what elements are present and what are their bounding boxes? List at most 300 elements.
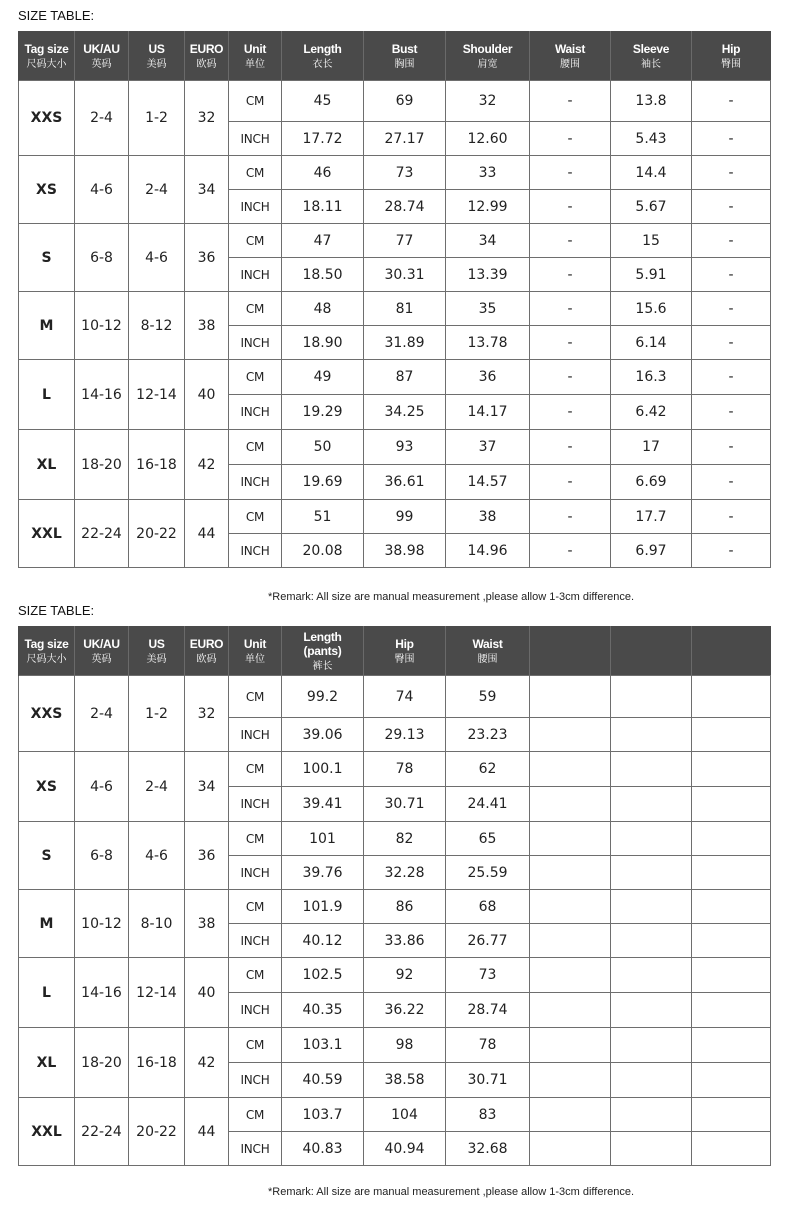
- column-header-en-sub: (pants): [303, 643, 342, 658]
- unit-cell: INCH: [229, 1063, 282, 1098]
- unit-cell: CM: [229, 430, 282, 465]
- euro-cell: 44: [185, 500, 229, 568]
- measurement-cell: [530, 787, 611, 822]
- measurement-cell: 27.17: [364, 122, 446, 156]
- measurement-cell: 30.71: [364, 787, 446, 822]
- measurement-cell: [692, 958, 771, 993]
- column-header-cn: 英码: [91, 58, 112, 70]
- measurement-cell: [611, 924, 692, 958]
- measurement-cell: 19.29: [282, 395, 364, 430]
- uk-au-cell: 4-6: [75, 752, 129, 822]
- column-header-en: EURO: [189, 636, 224, 651]
- measurement-cell: 103.1: [282, 1028, 364, 1063]
- measurement-cell: -: [692, 81, 771, 122]
- column-header-en: Hip: [721, 41, 741, 56]
- column-header-cn: 美码: [146, 58, 167, 70]
- measurement-cell: 15.6: [611, 292, 692, 326]
- measurement-cell: [611, 1063, 692, 1098]
- measurement-cell: -: [692, 326, 771, 360]
- measurement-cell: -: [530, 156, 611, 190]
- measurement-cell: 40.94: [364, 1132, 446, 1166]
- measurement-cell: 101.9: [282, 890, 364, 924]
- column-header-cn: 胸围: [394, 58, 415, 70]
- euro-cell: 40: [185, 958, 229, 1028]
- measurement-cell: 14.57: [446, 465, 530, 500]
- measurement-cell: -: [692, 156, 771, 190]
- column-header: [75, 627, 129, 676]
- measurement-cell: 6.14: [611, 326, 692, 360]
- measurement-cell: 49: [282, 360, 364, 395]
- unit-cell: CM: [229, 890, 282, 924]
- us-cell: 1-2: [129, 81, 185, 156]
- measurement-cell: -: [692, 500, 771, 534]
- measurement-cell: 6.42: [611, 395, 692, 430]
- measurement-cell: 40.59: [282, 1063, 364, 1098]
- measurement-cell: [611, 787, 692, 822]
- measurement-cell: -: [530, 258, 611, 292]
- tag-size-cell: XXL: [19, 500, 75, 568]
- unit-cell: INCH: [229, 190, 282, 224]
- measurement-cell: 5.67: [611, 190, 692, 224]
- table-row: [19, 1098, 771, 1132]
- euro-cell: 40: [185, 360, 229, 430]
- measurement-cell: -: [530, 500, 611, 534]
- tag-size-cell: M: [19, 292, 75, 360]
- column-header-cn: 单位: [245, 653, 265, 665]
- tag-size-cell: XXS: [19, 676, 75, 752]
- euro-cell: 44: [185, 1098, 229, 1166]
- tag-size-cell: XL: [19, 430, 75, 500]
- uk-au-cell: 10-12: [75, 890, 129, 958]
- measurement-cell: 103.7: [282, 1098, 364, 1132]
- measurement-cell: [530, 890, 611, 924]
- column-header-en: UK/AU: [83, 636, 120, 651]
- measurement-cell: -: [530, 292, 611, 326]
- euro-cell: 34: [185, 752, 229, 822]
- measurement-cell: 13.39: [446, 258, 530, 292]
- unit-cell: INCH: [229, 993, 282, 1028]
- measurement-cell: 36.22: [364, 993, 446, 1028]
- column-header-cn: 肩宽: [477, 58, 498, 70]
- column-header: [282, 32, 364, 81]
- measurement-cell: 32.68: [446, 1132, 530, 1166]
- uk-au-cell: 6-8: [75, 224, 129, 292]
- measurement-cell: [530, 958, 611, 993]
- measurement-cell: [611, 1028, 692, 1063]
- measurement-cell: -: [692, 224, 771, 258]
- measurement-cell: 36: [446, 360, 530, 395]
- measurement-cell: 81: [364, 292, 446, 326]
- measurement-cell: 18.11: [282, 190, 364, 224]
- measurement-cell: [611, 856, 692, 890]
- euro-cell: 34: [185, 156, 229, 224]
- measurement-cell: 93: [364, 430, 446, 465]
- measurement-cell: 82: [364, 822, 446, 856]
- column-header: [364, 32, 446, 81]
- measurement-cell: [692, 752, 771, 787]
- table-row: [19, 822, 771, 856]
- us-cell: 12-14: [129, 360, 185, 430]
- tag-size-cell: M: [19, 890, 75, 958]
- table-row: [19, 752, 771, 787]
- unit-cell: CM: [229, 292, 282, 326]
- tag-size-cell: XS: [19, 156, 75, 224]
- unit-cell: CM: [229, 676, 282, 718]
- remark-note-1: *Remark: All size are manual measurement ,please allow 1-3cm difference.: [268, 591, 635, 603]
- us-cell: 2-4: [129, 156, 185, 224]
- measurement-cell: 73: [446, 958, 530, 993]
- measurement-cell: 24.41: [446, 787, 530, 822]
- measurement-cell: 23.23: [446, 718, 530, 752]
- tag-size-cell: L: [19, 360, 75, 430]
- uk-au-cell: 6-8: [75, 822, 129, 890]
- column-header-en: UK/AU: [83, 41, 120, 56]
- measurement-cell: -: [692, 534, 771, 568]
- us-cell: 16-18: [129, 1028, 185, 1098]
- column-header: [19, 627, 75, 676]
- measurement-cell: -: [530, 534, 611, 568]
- column-header-en: Sleeve: [632, 41, 670, 56]
- unit-cell: INCH: [229, 856, 282, 890]
- table-row: [19, 292, 771, 326]
- column-header-en: EURO: [189, 41, 224, 56]
- measurement-cell: 5.91: [611, 258, 692, 292]
- column-header-cn: 袖长: [641, 58, 661, 70]
- measurement-cell: 13.8: [611, 81, 692, 122]
- measurement-cell: [530, 1063, 611, 1098]
- unit-cell: INCH: [229, 718, 282, 752]
- table-row: [19, 360, 771, 395]
- measurement-cell: 12.60: [446, 122, 530, 156]
- size-table-pants: [18, 626, 771, 1166]
- size-table-title-2: SIZE TABLE:: [18, 603, 95, 618]
- unit-cell: INCH: [229, 1132, 282, 1166]
- measurement-cell: 37: [446, 430, 530, 465]
- column-header: [446, 627, 530, 676]
- measurement-cell: 30.31: [364, 258, 446, 292]
- column-header: [185, 627, 229, 676]
- uk-au-cell: 18-20: [75, 430, 129, 500]
- us-cell: 2-4: [129, 752, 185, 822]
- measurement-cell: [692, 890, 771, 924]
- measurement-cell: -: [692, 190, 771, 224]
- measurement-cell: -: [530, 224, 611, 258]
- unit-cell: INCH: [229, 465, 282, 500]
- column-header-cn: 欧码: [196, 58, 217, 70]
- measurement-cell: 101: [282, 822, 364, 856]
- column-header: [129, 627, 185, 676]
- measurement-cell: [611, 1098, 692, 1132]
- column-header-en: Length: [303, 41, 342, 56]
- measurement-cell: 32.28: [364, 856, 446, 890]
- uk-au-cell: 22-24: [75, 1098, 129, 1166]
- measurement-cell: -: [692, 465, 771, 500]
- unit-cell: CM: [229, 156, 282, 190]
- column-header-cn: 臀围: [394, 653, 415, 665]
- unit-cell: INCH: [229, 258, 282, 292]
- measurement-cell: 40.12: [282, 924, 364, 958]
- measurement-cell: 99: [364, 500, 446, 534]
- measurement-cell: 30.71: [446, 1063, 530, 1098]
- unit-cell: CM: [229, 224, 282, 258]
- column-header-en: Tag size: [24, 636, 69, 651]
- measurement-cell: [611, 1132, 692, 1166]
- unit-cell: CM: [229, 752, 282, 787]
- measurement-cell: 92: [364, 958, 446, 993]
- measurement-cell: [530, 822, 611, 856]
- measurement-cell: 77: [364, 224, 446, 258]
- measurement-cell: 98: [364, 1028, 446, 1063]
- measurement-cell: 29.13: [364, 718, 446, 752]
- tag-size-cell: XXL: [19, 1098, 75, 1166]
- measurement-cell: 31.89: [364, 326, 446, 360]
- measurement-cell: -: [692, 258, 771, 292]
- measurement-cell: [692, 676, 771, 718]
- table-row: [19, 156, 771, 190]
- measurement-cell: -: [530, 190, 611, 224]
- tag-size-cell: S: [19, 822, 75, 890]
- measurement-cell: 33: [446, 156, 530, 190]
- measurement-cell: 20.08: [282, 534, 364, 568]
- measurement-cell: -: [530, 395, 611, 430]
- column-header-cn: 尺码大小: [26, 58, 67, 70]
- unit-cell: CM: [229, 958, 282, 993]
- measurement-cell: [692, 822, 771, 856]
- measurement-cell: 17: [611, 430, 692, 465]
- measurement-cell: [530, 856, 611, 890]
- column-header-en: Waist: [554, 41, 586, 56]
- uk-au-cell: 4-6: [75, 156, 129, 224]
- tag-size-cell: S: [19, 224, 75, 292]
- measurement-cell: 6.97: [611, 534, 692, 568]
- column-header: [19, 32, 75, 81]
- measurement-cell: 51: [282, 500, 364, 534]
- measurement-cell: 99.2: [282, 676, 364, 718]
- tag-size-cell: XXS: [19, 81, 75, 156]
- measurement-cell: 65: [446, 822, 530, 856]
- measurement-cell: 18.90: [282, 326, 364, 360]
- measurement-cell: -: [530, 360, 611, 395]
- measurement-cell: 40.35: [282, 993, 364, 1028]
- measurement-cell: 69: [364, 81, 446, 122]
- measurement-cell: [530, 993, 611, 1028]
- size-table-title-1: SIZE TABLE:: [18, 8, 95, 23]
- table-row: [19, 1028, 771, 1063]
- euro-cell: 32: [185, 81, 229, 156]
- measurement-cell: 12.99: [446, 190, 530, 224]
- uk-au-cell: 22-24: [75, 500, 129, 568]
- measurement-cell: 78: [364, 752, 446, 787]
- unit-cell: INCH: [229, 924, 282, 958]
- measurement-cell: 28.74: [446, 993, 530, 1028]
- uk-au-cell: 2-4: [75, 676, 129, 752]
- measurement-cell: 40.83: [282, 1132, 364, 1166]
- euro-cell: 36: [185, 224, 229, 292]
- measurement-cell: 38.98: [364, 534, 446, 568]
- euro-cell: 42: [185, 430, 229, 500]
- uk-au-cell: 14-16: [75, 958, 129, 1028]
- measurement-cell: [692, 993, 771, 1028]
- measurement-cell: 87: [364, 360, 446, 395]
- measurement-cell: [611, 958, 692, 993]
- measurement-cell: 39.41: [282, 787, 364, 822]
- unit-cell: INCH: [229, 326, 282, 360]
- measurement-cell: 6.69: [611, 465, 692, 500]
- column-header-cn: 欧码: [196, 653, 217, 665]
- measurement-cell: 26.77: [446, 924, 530, 958]
- measurement-cell: [611, 752, 692, 787]
- measurement-cell: -: [692, 430, 771, 465]
- euro-cell: 42: [185, 1028, 229, 1098]
- uk-au-cell: 10-12: [75, 292, 129, 360]
- measurement-cell: 86: [364, 890, 446, 924]
- measurement-cell: 28.74: [364, 190, 446, 224]
- measurement-cell: -: [530, 81, 611, 122]
- column-header-en: Waist: [472, 636, 503, 651]
- measurement-cell: -: [530, 326, 611, 360]
- measurement-cell: [530, 676, 611, 718]
- measurement-cell: [530, 718, 611, 752]
- measurement-cell: [692, 718, 771, 752]
- column-header: [364, 627, 446, 676]
- column-header-en: US: [148, 41, 165, 56]
- measurement-cell: [692, 787, 771, 822]
- measurement-cell: [692, 1132, 771, 1166]
- table-row: [19, 890, 771, 924]
- column-header-en: Length: [303, 629, 342, 644]
- measurement-cell: 45: [282, 81, 364, 122]
- column-header-en: US: [148, 636, 165, 651]
- remark-note-2: *Remark: All size are manual measurement ,please allow 1-3cm difference.: [268, 1186, 635, 1198]
- measurement-cell: 5.43: [611, 122, 692, 156]
- us-cell: 20-22: [129, 1098, 185, 1166]
- column-header: [692, 627, 771, 676]
- measurement-cell: 33.86: [364, 924, 446, 958]
- uk-au-cell: 18-20: [75, 1028, 129, 1098]
- column-header: [229, 627, 282, 676]
- measurement-cell: 50: [282, 430, 364, 465]
- table-header-row: [19, 32, 771, 81]
- unit-cell: INCH: [229, 534, 282, 568]
- column-header-en: Unit: [243, 636, 267, 651]
- measurement-cell: [611, 676, 692, 718]
- measurement-cell: 38: [446, 500, 530, 534]
- size-table-tops: [18, 31, 771, 568]
- measurement-cell: 74: [364, 676, 446, 718]
- measurement-cell: 83: [446, 1098, 530, 1132]
- measurement-cell: 62: [446, 752, 530, 787]
- unit-cell: CM: [229, 81, 282, 122]
- measurement-cell: -: [530, 465, 611, 500]
- column-header: [530, 627, 611, 676]
- measurement-cell: 35: [446, 292, 530, 326]
- measurement-cell: 16.3: [611, 360, 692, 395]
- measurement-cell: 13.78: [446, 326, 530, 360]
- tag-size-cell: XS: [19, 752, 75, 822]
- table-row: [19, 224, 771, 258]
- measurement-cell: [692, 1063, 771, 1098]
- column-header-cn: 裤长: [312, 660, 333, 672]
- column-header: [129, 32, 185, 81]
- table-row: [19, 958, 771, 993]
- us-cell: 16-18: [129, 430, 185, 500]
- us-cell: 4-6: [129, 822, 185, 890]
- uk-au-cell: 2-4: [75, 81, 129, 156]
- column-header: [692, 32, 771, 81]
- unit-cell: CM: [229, 1098, 282, 1132]
- measurement-cell: -: [692, 122, 771, 156]
- column-header-en: Hip: [395, 636, 414, 651]
- measurement-cell: 14.96: [446, 534, 530, 568]
- measurement-cell: [692, 856, 771, 890]
- us-cell: 20-22: [129, 500, 185, 568]
- measurement-cell: 32: [446, 81, 530, 122]
- measurement-cell: 19.69: [282, 465, 364, 500]
- us-cell: 1-2: [129, 676, 185, 752]
- unit-cell: CM: [229, 822, 282, 856]
- us-cell: 4-6: [129, 224, 185, 292]
- table-row: [19, 500, 771, 534]
- measurement-cell: [611, 822, 692, 856]
- table-row: [19, 81, 771, 122]
- measurement-cell: 15: [611, 224, 692, 258]
- unit-cell: CM: [229, 1028, 282, 1063]
- table-row: [19, 676, 771, 718]
- column-header: [75, 32, 129, 81]
- measurement-cell: 78: [446, 1028, 530, 1063]
- measurement-cell: 102.5: [282, 958, 364, 993]
- column-header: [185, 32, 229, 81]
- measurement-cell: [611, 718, 692, 752]
- measurement-cell: 59: [446, 676, 530, 718]
- column-header: [530, 32, 611, 81]
- column-header-en: Bust: [391, 41, 418, 56]
- column-header-cn: 英码: [91, 653, 112, 665]
- euro-cell: 38: [185, 890, 229, 958]
- measurement-cell: 100.1: [282, 752, 364, 787]
- measurement-cell: [692, 1098, 771, 1132]
- measurement-cell: 68: [446, 890, 530, 924]
- measurement-cell: 47: [282, 224, 364, 258]
- measurement-cell: 25.59: [446, 856, 530, 890]
- measurement-cell: [530, 1132, 611, 1166]
- column-header-cn: 单位: [245, 58, 265, 70]
- measurement-cell: [692, 1028, 771, 1063]
- column-header: [611, 627, 692, 676]
- measurement-cell: -: [692, 360, 771, 395]
- us-cell: 8-12: [129, 292, 185, 360]
- measurement-cell: [530, 924, 611, 958]
- measurement-cell: -: [530, 430, 611, 465]
- measurement-cell: -: [530, 122, 611, 156]
- unit-cell: INCH: [229, 122, 282, 156]
- measurement-cell: 48: [282, 292, 364, 326]
- euro-cell: 38: [185, 292, 229, 360]
- column-header-en: Shoulder: [462, 41, 513, 56]
- measurement-cell: 38.58: [364, 1063, 446, 1098]
- measurement-cell: 18.50: [282, 258, 364, 292]
- column-header-cn: 尺码大小: [26, 653, 67, 665]
- measurement-cell: 104: [364, 1098, 446, 1132]
- table-header-row: [19, 627, 771, 676]
- measurement-cell: [530, 1028, 611, 1063]
- measurement-cell: 34: [446, 224, 530, 258]
- unit-cell: CM: [229, 360, 282, 395]
- column-header-cn: 美码: [146, 653, 167, 665]
- column-header-cn: 腰围: [477, 653, 498, 665]
- measurement-cell: 46: [282, 156, 364, 190]
- euro-cell: 32: [185, 676, 229, 752]
